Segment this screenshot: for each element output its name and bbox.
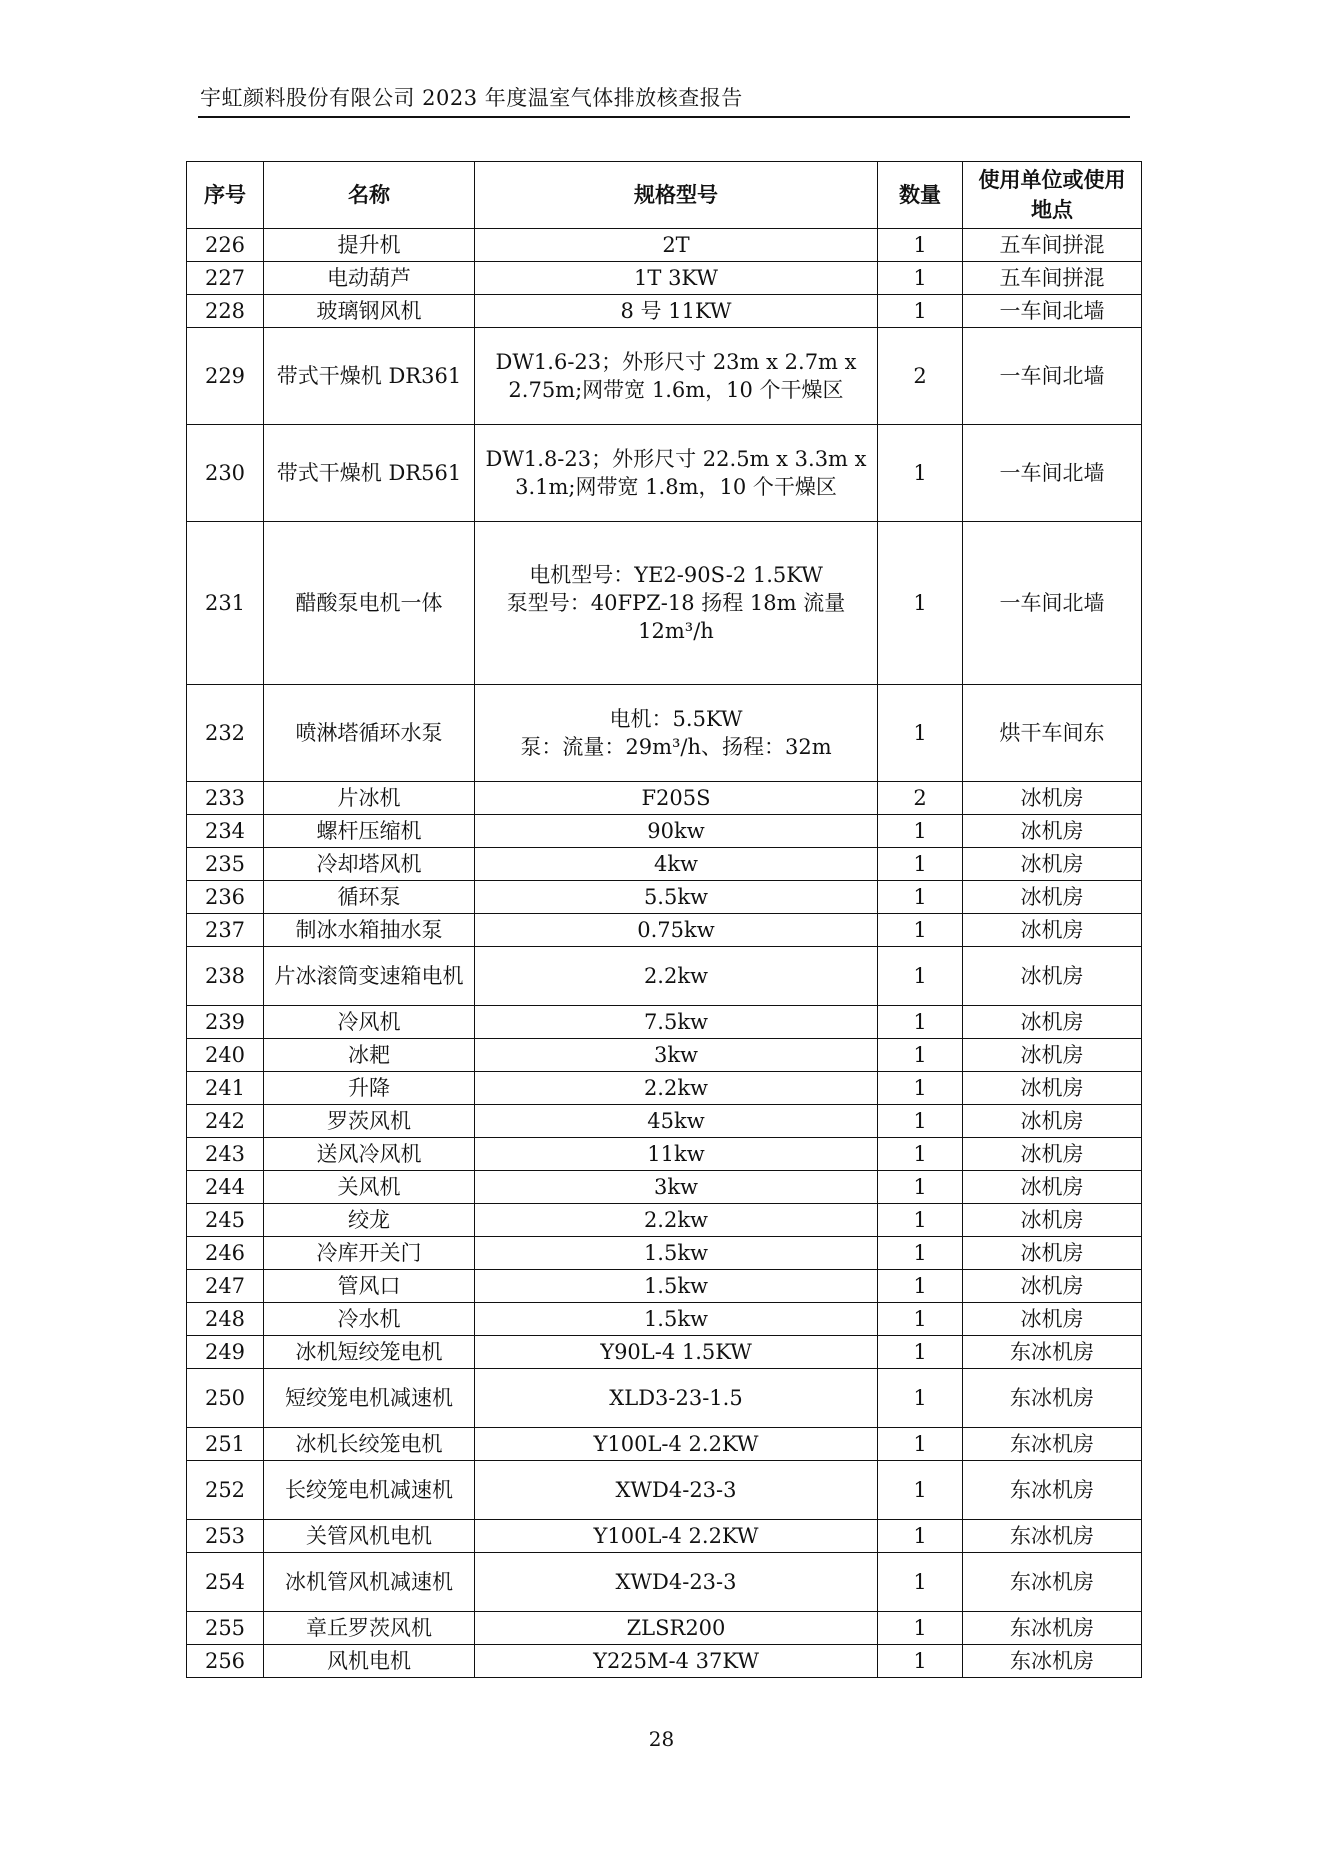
table-row	[187, 1428, 1142, 1461]
cell-location: 一车间北墙	[963, 295, 1142, 328]
cell-spec	[475, 1171, 878, 1204]
cell-location: 冰机房	[963, 1105, 1142, 1138]
cell-name: 片冰滚筒变速箱电机	[264, 947, 475, 1006]
cell-location: 东冰机房	[963, 1645, 1142, 1678]
table-row	[187, 782, 1142, 815]
spec-line: 电机型号：YE2-90S-2 1.5KW	[529, 563, 823, 587]
spec-line: 7.5kw	[643, 1010, 709, 1034]
spec-line: 3kw	[653, 1175, 699, 1199]
cell-spec	[475, 328, 878, 425]
cell-no: 249	[187, 1336, 264, 1369]
cell-qty: 1	[878, 522, 963, 685]
cell-qty: 1	[878, 1237, 963, 1270]
cell-location: 一车间北墙	[963, 522, 1142, 685]
cell-no: 226	[187, 229, 264, 262]
table-row	[187, 1171, 1142, 1204]
equipment-table	[186, 161, 1142, 1678]
cell-qty: 1	[878, 1171, 963, 1204]
cell-spec	[475, 295, 878, 328]
table-row	[187, 1303, 1142, 1336]
cell-no: 251	[187, 1428, 264, 1461]
cell-name: 升降	[264, 1072, 475, 1105]
cell-name: 螺杆压缩机	[264, 815, 475, 848]
table-row	[187, 1553, 1142, 1612]
header-divider	[198, 116, 1130, 118]
spec-line: DW1.8-23；外形尺寸 22.5m x 3.3m x 3.1m;网带宽 1.8m，10 个干燥区	[485, 447, 867, 499]
cell-qty: 1	[878, 1006, 963, 1039]
cell-qty: 1	[878, 1461, 963, 1520]
cell-location: 五车间拼混	[963, 229, 1142, 262]
cell-name: 关管风机电机	[264, 1520, 475, 1553]
cell-spec	[475, 1303, 878, 1336]
cell-name: 冰机长绞笼电机	[264, 1428, 475, 1461]
cell-location: 东冰机房	[963, 1461, 1142, 1520]
cell-no: 236	[187, 881, 264, 914]
spec-line: 2.2kw	[643, 964, 709, 988]
cell-location: 冰机房	[963, 947, 1142, 1006]
table-row	[187, 914, 1142, 947]
cell-qty: 1	[878, 262, 963, 295]
table-row	[187, 229, 1142, 262]
cell-qty: 1	[878, 815, 963, 848]
cell-no: 239	[187, 1006, 264, 1039]
table-row	[187, 262, 1142, 295]
cell-location: 冰机房	[963, 1171, 1142, 1204]
cell-qty: 1	[878, 425, 963, 522]
cell-location: 冰机房	[963, 782, 1142, 815]
cell-spec	[475, 782, 878, 815]
spec-line: 8 号 11KW	[620, 299, 732, 323]
cell-qty: 1	[878, 1336, 963, 1369]
cell-qty: 1	[878, 914, 963, 947]
cell-no: 254	[187, 1553, 264, 1612]
spec-line: XLD3-23-1.5	[609, 1386, 743, 1410]
spec-line: 3kw	[653, 1043, 699, 1067]
cell-location: 冰机房	[963, 1039, 1142, 1072]
cell-name: 带式干燥机 DR361	[264, 328, 475, 425]
col-header-qty: 数量	[878, 162, 963, 229]
cell-location: 冰机房	[963, 848, 1142, 881]
cell-spec	[475, 881, 878, 914]
table-row	[187, 881, 1142, 914]
cell-name: 片冰机	[264, 782, 475, 815]
cell-location: 冰机房	[963, 1303, 1142, 1336]
cell-location: 冰机房	[963, 815, 1142, 848]
spec-line: 11kw	[647, 1142, 705, 1166]
cell-spec	[475, 815, 878, 848]
table-row	[187, 1461, 1142, 1520]
cell-spec	[475, 685, 878, 782]
cell-spec	[475, 1237, 878, 1270]
cell-qty: 1	[878, 881, 963, 914]
cell-location: 冰机房	[963, 1204, 1142, 1237]
cell-qty: 2	[878, 328, 963, 425]
cell-location: 东冰机房	[963, 1553, 1142, 1612]
cell-spec	[475, 1461, 878, 1520]
cell-no: 246	[187, 1237, 264, 1270]
cell-qty: 1	[878, 1612, 963, 1645]
table-row	[187, 685, 1142, 782]
cell-qty: 1	[878, 1645, 963, 1678]
table-row	[187, 295, 1142, 328]
cell-name: 章丘罗茨风机	[264, 1612, 475, 1645]
table-row	[187, 1336, 1142, 1369]
cell-spec	[475, 1369, 878, 1428]
spec-line: 0.75kw	[637, 918, 715, 942]
table-row	[187, 1237, 1142, 1270]
cell-no: 229	[187, 328, 264, 425]
cell-spec	[475, 1105, 878, 1138]
spec-line: 4kw	[653, 852, 699, 876]
cell-spec	[475, 1612, 878, 1645]
cell-name: 冷风机	[264, 1006, 475, 1039]
cell-no: 252	[187, 1461, 264, 1520]
cell-no: 245	[187, 1204, 264, 1237]
cell-no: 238	[187, 947, 264, 1006]
spec-line: XWD4-23-3	[615, 1478, 737, 1502]
table-row	[187, 1204, 1142, 1237]
spec-line: 45kw	[647, 1109, 705, 1133]
cell-qty: 1	[878, 1105, 963, 1138]
cell-name: 电动葫芦	[264, 262, 475, 295]
spec-line: DW1.6-23；外形尺寸 23m x 2.7m x 2.75m;网带宽 1.6m，10 个干燥区	[495, 350, 857, 402]
cell-spec	[475, 1645, 878, 1678]
cell-qty: 1	[878, 295, 963, 328]
cell-location: 冰机房	[963, 1237, 1142, 1270]
spec-line: 2.2kw	[643, 1076, 709, 1100]
cell-name: 绞龙	[264, 1204, 475, 1237]
cell-name: 长绞笼电机减速机	[264, 1461, 475, 1520]
table-row	[187, 815, 1142, 848]
cell-spec	[475, 1270, 878, 1303]
cell-spec	[475, 1553, 878, 1612]
cell-location: 东冰机房	[963, 1612, 1142, 1645]
spec-line: Y225M-4 37KW	[593, 1649, 759, 1673]
table-row	[187, 522, 1142, 685]
table-row	[187, 1105, 1142, 1138]
col-header-no: 序号	[187, 162, 264, 229]
cell-no: 247	[187, 1270, 264, 1303]
cell-spec	[475, 1072, 878, 1105]
cell-spec	[475, 262, 878, 295]
cell-no: 231	[187, 522, 264, 685]
cell-spec	[475, 914, 878, 947]
table-row	[187, 1072, 1142, 1105]
table-body	[187, 229, 1142, 1678]
table-row	[187, 328, 1142, 425]
col-header-spec: 规格型号	[475, 162, 878, 229]
cell-name: 关风机	[264, 1171, 475, 1204]
cell-name: 提升机	[264, 229, 475, 262]
cell-spec	[475, 1138, 878, 1171]
table-row	[187, 947, 1142, 1006]
cell-location: 一车间北墙	[963, 328, 1142, 425]
spec-line: XWD4-23-3	[615, 1570, 737, 1594]
cell-location: 五车间拼混	[963, 262, 1142, 295]
cell-qty: 1	[878, 1520, 963, 1553]
table-row	[187, 1270, 1142, 1303]
cell-spec	[475, 522, 878, 685]
cell-location: 冰机房	[963, 1006, 1142, 1039]
cell-name: 循环泵	[264, 881, 475, 914]
cell-qty: 1	[878, 947, 963, 1006]
cell-location: 东冰机房	[963, 1428, 1142, 1461]
table-row	[187, 1612, 1142, 1645]
cell-no: 235	[187, 848, 264, 881]
cell-spec	[475, 229, 878, 262]
cell-name: 醋酸泵电机一体	[264, 522, 475, 685]
cell-name: 风机电机	[264, 1645, 475, 1678]
cell-qty: 1	[878, 1428, 963, 1461]
cell-spec	[475, 947, 878, 1006]
cell-no: 256	[187, 1645, 264, 1678]
cell-qty: 1	[878, 1039, 963, 1072]
cell-qty: 1	[878, 1204, 963, 1237]
cell-location: 冰机房	[963, 914, 1142, 947]
cell-name: 玻璃钢风机	[264, 295, 475, 328]
cell-no: 248	[187, 1303, 264, 1336]
cell-location: 冰机房	[963, 1270, 1142, 1303]
spec-line: 5.5kw	[643, 885, 709, 909]
cell-qty: 1	[878, 1138, 963, 1171]
table-row	[187, 848, 1142, 881]
cell-no: 232	[187, 685, 264, 782]
cell-spec	[475, 1039, 878, 1072]
cell-spec	[475, 848, 878, 881]
cell-name: 冷却塔风机	[264, 848, 475, 881]
spec-line: 1.5kw	[643, 1241, 709, 1265]
cell-spec	[475, 1520, 878, 1553]
cell-qty: 1	[878, 685, 963, 782]
page-number: 28	[648, 1727, 675, 1751]
cell-no: 244	[187, 1171, 264, 1204]
cell-qty: 1	[878, 1369, 963, 1428]
cell-name: 管风口	[264, 1270, 475, 1303]
cell-location: 冰机房	[963, 1138, 1142, 1171]
cell-no: 240	[187, 1039, 264, 1072]
table-row	[187, 1369, 1142, 1428]
cell-no: 227	[187, 262, 264, 295]
cell-qty: 1	[878, 1072, 963, 1105]
cell-name: 罗茨风机	[264, 1105, 475, 1138]
spec-line: 1T 3KW	[634, 266, 718, 290]
cell-location: 东冰机房	[963, 1520, 1142, 1553]
cell-name: 冷水机	[264, 1303, 475, 1336]
cell-qty: 1	[878, 229, 963, 262]
cell-no: 230	[187, 425, 264, 522]
cell-name: 冰机短绞笼电机	[264, 1336, 475, 1369]
spec-line: 电机：5.5KW	[609, 707, 743, 731]
spec-line: 2T	[662, 233, 690, 257]
spec-line: 2.2kw	[643, 1208, 709, 1232]
cell-qty: 1	[878, 1303, 963, 1336]
spec-line: 泵：流量：29m³/h、扬程：32m	[520, 735, 832, 759]
cell-spec	[475, 1336, 878, 1369]
col-header-location: 使用单位或使用地点	[963, 162, 1142, 229]
cell-name: 制冰水箱抽水泵	[264, 914, 475, 947]
table-row	[187, 1520, 1142, 1553]
table-row	[187, 1138, 1142, 1171]
cell-location: 一车间北墙	[963, 425, 1142, 522]
cell-location: 东冰机房	[963, 1369, 1142, 1428]
cell-no: 250	[187, 1369, 264, 1428]
cell-no: 243	[187, 1138, 264, 1171]
cell-qty: 1	[878, 1270, 963, 1303]
cell-name: 冷库开关门	[264, 1237, 475, 1270]
spec-line: Y100L-4 2.2KW	[593, 1524, 759, 1548]
cell-name: 送风冷风机	[264, 1138, 475, 1171]
spec-line: ZLSR200	[626, 1616, 726, 1640]
cell-no: 241	[187, 1072, 264, 1105]
cell-spec	[475, 1204, 878, 1237]
table-row	[187, 1645, 1142, 1678]
cell-no: 242	[187, 1105, 264, 1138]
spec-line: F205S	[641, 786, 711, 810]
table-row	[187, 1039, 1142, 1072]
cell-name: 喷淋塔循环水泵	[264, 685, 475, 782]
table-row	[187, 1006, 1142, 1039]
cell-name: 带式干燥机 DR561	[264, 425, 475, 522]
cell-no: 253	[187, 1520, 264, 1553]
cell-location: 烘干车间东	[963, 685, 1142, 782]
spec-line: 1.5kw	[643, 1274, 709, 1298]
cell-no: 255	[187, 1612, 264, 1645]
cell-no: 233	[187, 782, 264, 815]
cell-qty: 1	[878, 1553, 963, 1612]
cell-location: 东冰机房	[963, 1336, 1142, 1369]
cell-no: 234	[187, 815, 264, 848]
cell-spec	[475, 425, 878, 522]
cell-name: 短绞笼电机减速机	[264, 1369, 475, 1428]
table-row	[187, 425, 1142, 522]
spec-line: 泵型号：40FPZ-18 扬程 18m 流量 12m³/h	[506, 591, 846, 643]
cell-spec	[475, 1006, 878, 1039]
spec-line: Y90L-4 1.5KW	[600, 1340, 752, 1364]
cell-no: 228	[187, 295, 264, 328]
cell-qty: 1	[878, 848, 963, 881]
cell-no: 237	[187, 914, 264, 947]
table-header-row	[187, 162, 1142, 229]
report-header-title: 宇虹颜料股份有限公司 2023 年度温室气体排放核查报告	[200, 86, 743, 110]
cell-qty: 2	[878, 782, 963, 815]
cell-location: 冰机房	[963, 1072, 1142, 1105]
spec-line: 90kw	[647, 819, 705, 843]
col-header-name: 名称	[264, 162, 475, 229]
cell-location: 冰机房	[963, 881, 1142, 914]
cell-spec	[475, 1428, 878, 1461]
spec-line: 1.5kw	[643, 1307, 709, 1331]
cell-name: 冰耙	[264, 1039, 475, 1072]
cell-name: 冰机管风机减速机	[264, 1553, 475, 1612]
spec-line: Y100L-4 2.2KW	[593, 1432, 759, 1456]
